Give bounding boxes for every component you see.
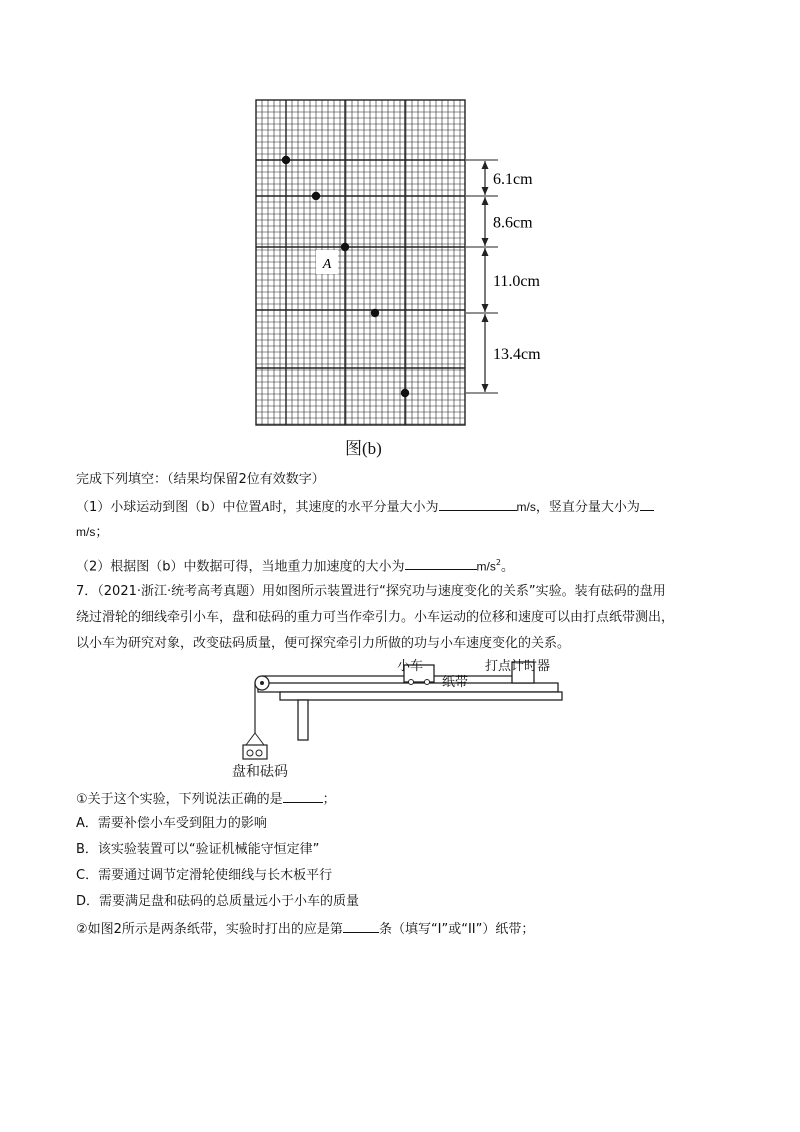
arrowhead-up <box>482 161 489 169</box>
arrowhead-up <box>482 314 489 322</box>
label-tape: 纸带 <box>442 675 469 690</box>
question-2 <box>76 555 514 575</box>
sub-question-1 <box>76 790 336 808</box>
sub2-blank[interactable] <box>343 920 379 933</box>
q7-line1: 用如图所示装置进行“探究功与速度变化的关系”实验。装有砝码的盘用 <box>262 584 666 599</box>
dimension-label: 13.4cm <box>493 346 541 363</box>
grid-lines <box>256 100 465 425</box>
dimension-label: 6.1cm <box>493 171 533 188</box>
sub2-part1: ②如图2所示是两条纸带，实验时打出的应是第 <box>76 922 343 937</box>
sub-question-2 <box>76 920 534 938</box>
hanger-left <box>246 733 255 745</box>
figure-caption: 图(b) <box>345 439 382 458</box>
q7-number: 7． <box>76 584 98 599</box>
hanger-right <box>255 733 264 745</box>
grid-figure <box>0 0 800 460</box>
table-surface <box>280 692 562 700</box>
sub1-end: ； <box>322 792 336 807</box>
option-a[interactable]: A．需要补偿小车受到阻力的影响 <box>76 816 267 831</box>
question-1-cont <box>76 524 108 541</box>
q2-blank[interactable] <box>405 557 477 570</box>
q1-unit-1: m/s <box>516 500 536 514</box>
trajectory-dot <box>312 192 320 200</box>
intro-text: 完成下列填空：（结果均保留2位有效数字） <box>76 472 325 487</box>
arrowhead-down <box>482 238 489 246</box>
cart-wheel-2 <box>425 680 430 685</box>
q2-end: 。 <box>500 559 514 575</box>
question-7-line3: 以小车为研究对象，改变砝码质量，便可探究牵引力所做的功与小车速度变化的关系。 <box>76 636 571 651</box>
q2-unit: m/s <box>476 559 496 574</box>
question-7-line1 <box>76 584 666 600</box>
trajectory-dot <box>282 156 290 164</box>
apparatus-figure <box>230 655 570 785</box>
label-cart: 小车 <box>397 659 424 674</box>
q1-blank-vertical[interactable] <box>640 498 654 511</box>
arrowhead-down <box>482 304 489 312</box>
q7-source: （2021·浙江·统考高考真题） <box>97 584 263 599</box>
q2-part1: （2）根据图（b）中数据可得，当地重力加速度的大小为 <box>76 559 405 575</box>
option-c[interactable]: C．需要通过调节定滑轮使细线与长木板平行 <box>76 868 333 883</box>
arrowhead-up <box>482 197 489 205</box>
q1-end: ； <box>95 525 109 540</box>
trajectory-dot <box>371 309 379 317</box>
label-weights: 盘和砝码 <box>232 764 288 780</box>
q1-part3: ，竖直分量大小为 <box>535 500 640 515</box>
long-board <box>258 683 558 692</box>
trajectory-dot <box>401 389 409 397</box>
option-b[interactable]: B．该实验装置可以“验证机械能守恒定律” <box>76 842 320 857</box>
label-timer: 打点计时器 <box>485 659 551 674</box>
q1-part2: 时，其速度的水平分量大小为 <box>269 500 439 515</box>
table-leg <box>298 700 308 740</box>
weight-pan <box>243 745 267 759</box>
arrowhead-up <box>482 248 489 256</box>
weight-1 <box>247 750 253 756</box>
dimension-label: 11.0cm <box>493 273 540 290</box>
dimension-label: 8.6cm <box>493 214 533 232</box>
label-a: A <box>322 257 332 272</box>
sub1-blank[interactable] <box>283 790 323 803</box>
question-7-line2: 绕过滑轮的细线牵引小车，盘和砝码的重力可当作牵引力。小车运动的位移和速度可以由打点纸带测出， <box>76 610 675 625</box>
dimension-annotations <box>466 160 541 393</box>
q2-unit-sup: 2 <box>495 558 501 567</box>
option-d[interactable]: D．需要满足盘和砝码的总质量远小于小车的质量 <box>76 894 360 909</box>
q1-unit-2: m/s <box>76 525 96 539</box>
weight-2 <box>256 750 262 756</box>
question-1 <box>76 498 654 516</box>
pulley-axle <box>260 681 264 685</box>
q1-blank-horizontal[interactable] <box>439 498 517 511</box>
cart-wheel-1 <box>409 680 414 685</box>
q1-part1: （1）小球运动到图（b）中位置 <box>76 500 262 515</box>
trajectory-dot <box>341 243 349 251</box>
sub2-part2: 条（填写“I”或“II”）纸带； <box>378 922 535 937</box>
arrowhead-down <box>482 187 489 195</box>
arrowhead-down <box>482 384 489 392</box>
figure-b <box>0 0 800 460</box>
sub1-question: ①关于这个实验，下列说法正确的是 <box>76 792 283 807</box>
q1-var-a: A <box>261 499 270 514</box>
